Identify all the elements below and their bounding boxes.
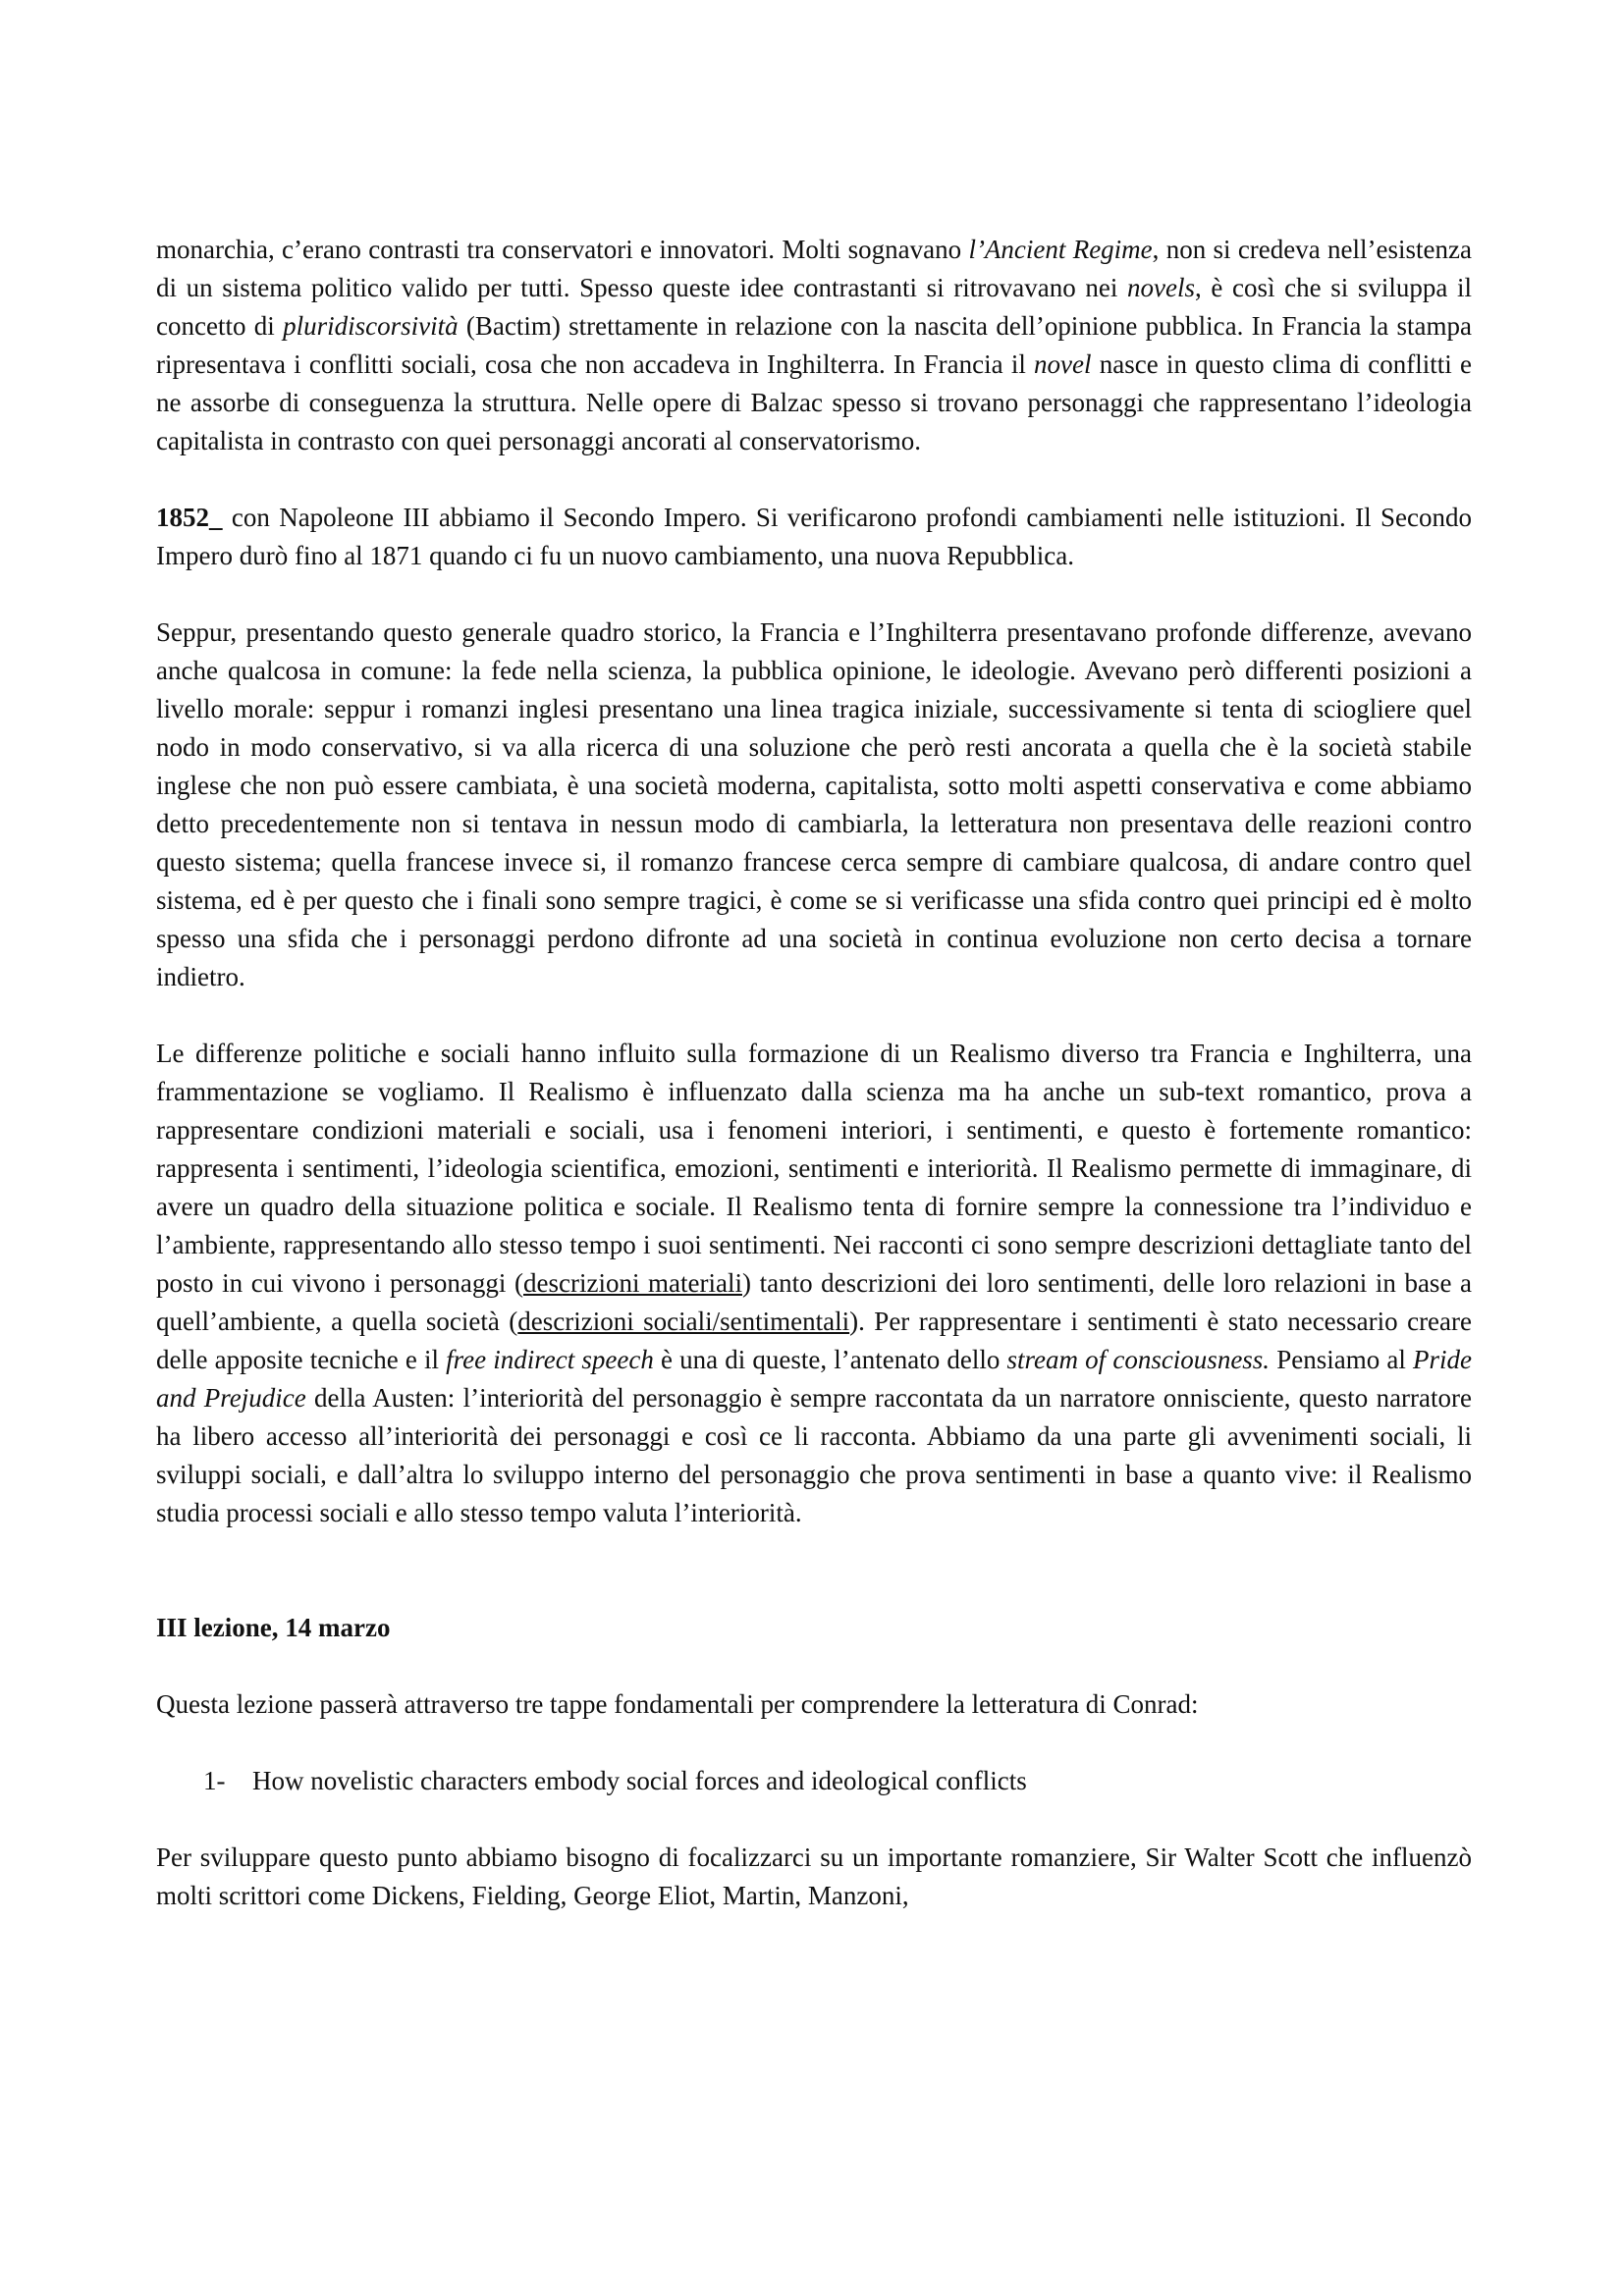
- paragraph-seppur: [156, 614, 1472, 996]
- lesson-heading: III lezione, 14 marzo: [156, 1613, 391, 1642]
- paragraph-monarchia: [156, 231, 1472, 460]
- text-run: Pensiamo al: [1270, 1345, 1413, 1374]
- italic-text: pluridiscorsività: [283, 311, 459, 341]
- text-run: con Napoleone III abbiamo il Secondo Impero. Si verificarono profondi cambiamenti nelle istituzioni. Il Secondo Impero durò fino al 1871 quando ci fu un nuovo cambiamento, una nuova Repubblica.: [156, 503, 1472, 570]
- text-run: , è così che si sviluppa il concetto di: [156, 273, 1473, 341]
- text-run: ) tanto descrizioni dei loro sentimenti, delle loro relazioni in base a quell’ambiente, a quella società (: [156, 1268, 1472, 1336]
- italic-text: l’Ancient Regime: [968, 235, 1153, 264]
- text-run: , non si credeva nell’esistenza di un sistema politico valido per tutti. Spesso queste idee contrastanti si ritrovavano nei: [156, 235, 1472, 302]
- text-run: della Austen: l’interiorità del personaggio è sempre raccontata da un narratore onnisciente, questo narratore ha libero accesso all’interiorità dei personaggi e così ce li racconta. Abbiamo da una parte gli avvenimenti sociali, li sviluppi sociali, e dall’altra lo sviluppo interno del personaggio che prova sentimenti in base a quanto vive: il Realismo studia processi sociali e allo stesso tempo valuta l’interiorità.: [156, 1383, 1473, 1527]
- text-run: nasce in questo clima di conflitti e ne assorbe di conseguenza la struttura. Nelle opere di Balzac spesso si trovano personaggi che rappresentano l’ideologia capitalista in contrasto con quei personaggi ancorati al conservatorismo.: [156, 349, 1472, 455]
- underlined-text: descrizioni materiali: [523, 1268, 742, 1298]
- document-body: [156, 231, 1472, 1953]
- italic-text: novel: [1034, 349, 1092, 379]
- text-run: Questa lezione passerà attraverso tre tappe fondamentali per comprendere la letteratura di Conrad:: [156, 1689, 1199, 1719]
- paragraph-realismo: [156, 1035, 1472, 1532]
- list-item: [156, 1762, 1472, 1800]
- paragraph-lesson-intro: [156, 1685, 1472, 1724]
- underlined-text: descrizioni sociali/sentimentali: [517, 1307, 850, 1336]
- italic-text: free indirect speech: [446, 1345, 654, 1374]
- italic-text: stream of consciousness.: [1006, 1345, 1271, 1374]
- text-run: ). Per rappresentare i sentimenti è stato necessario creare delle apposite tecniche e il: [156, 1307, 1473, 1374]
- list-item-number: 1-: [203, 1766, 226, 1795]
- text-run: Le differenze politiche e sociali hanno influito sulla formazione di un Realismo diverso tra Francia e Inghilterra, una frammentazione se vogliamo. Il Realismo è influenzato dalla scienza ma ha anche un sub-text romantico, prova a rappresentare condizioni materiali e sociali, usa i fenomeni interiori, i sentimenti, e questo è fortemente romantico: rappresenta i sentimenti, l’ideologia scientifica, emozioni, sentimenti e interiorità. Il Realismo permette di immaginare, di avere un quadro della situazione politica e sociale. Il Realismo tenta di fornire sempre la connessione tra l’individuo e l’ambiente, rappresentando allo stesso tempo i suoi sentimenti. Nei racconti ci sono sempre descrizioni dettagliate tanto del posto in cui vivono i personaggi (: [156, 1039, 1472, 1298]
- bold-text: 1852_: [156, 503, 223, 532]
- italic-text: Pride and Prejudice: [156, 1345, 1472, 1413]
- text-run: Per sviluppare questo punto abbiamo bisogno di focalizzarci su un importante romanziere, Sir Walter Scott che influenzò molti scrittori come Dickens, Fielding, George Eliot, Martin, Manzoni,: [156, 1842, 1472, 1910]
- paragraph-1852: [156, 499, 1472, 575]
- italic-text: novels: [1127, 273, 1195, 302]
- paragraph-walter-scott: [156, 1839, 1472, 1915]
- text-run: è una di queste, l’antenato dello: [653, 1345, 1007, 1374]
- text-run: monarchia, c’erano contrasti tra conservatori e innovatori. Molti sognavano: [156, 235, 969, 264]
- text-run: Seppur, presentando questo generale quadro storico, la Francia e l’Inghilterra presentavano profonde differenze, avevano anche qualcosa in comune: la fede nella scienza, la pubblica opinione, le ideologie. Avevano però differenti posizioni a livello morale: seppur i romanzi inglesi presentano una linea tragica iniziale, successivamente si tenta di sciogliere quel nodo in modo conservativo, si va alla ricerca di una soluzione che però resti ancorata a quella che è la società stabile inglese che non può essere cambiata, è una società moderna, capitalista, sotto molti aspetti conservativa e come abbiamo detto precedentemente non si tentava in nessun modo di cambiarla, la letteratura non presentava delle reazioni contro questo sistema; quella francese invece si, il romanzo francese cerca sempre di cambiare qualcosa, di andare contro quel sistema, ed è per questo che i finali sono sempre tragici, è come se si verificasse una sfida contro quei principi ed è molto spesso una sfida che i personaggi perdono difronte ad una società in continua evoluzione non certo decisa a tornare indietro.: [156, 617, 1472, 991]
- text-run: (Bactim) strettamente in relazione con la nascita dell’opinione pubblica. In Francia la stampa ripresentava i conflitti sociali, cosa che non accadeva in Inghilterra. In Francia il: [156, 311, 1472, 379]
- list-item-text: How novelistic characters embody social forces and ideological conflicts: [252, 1766, 1027, 1795]
